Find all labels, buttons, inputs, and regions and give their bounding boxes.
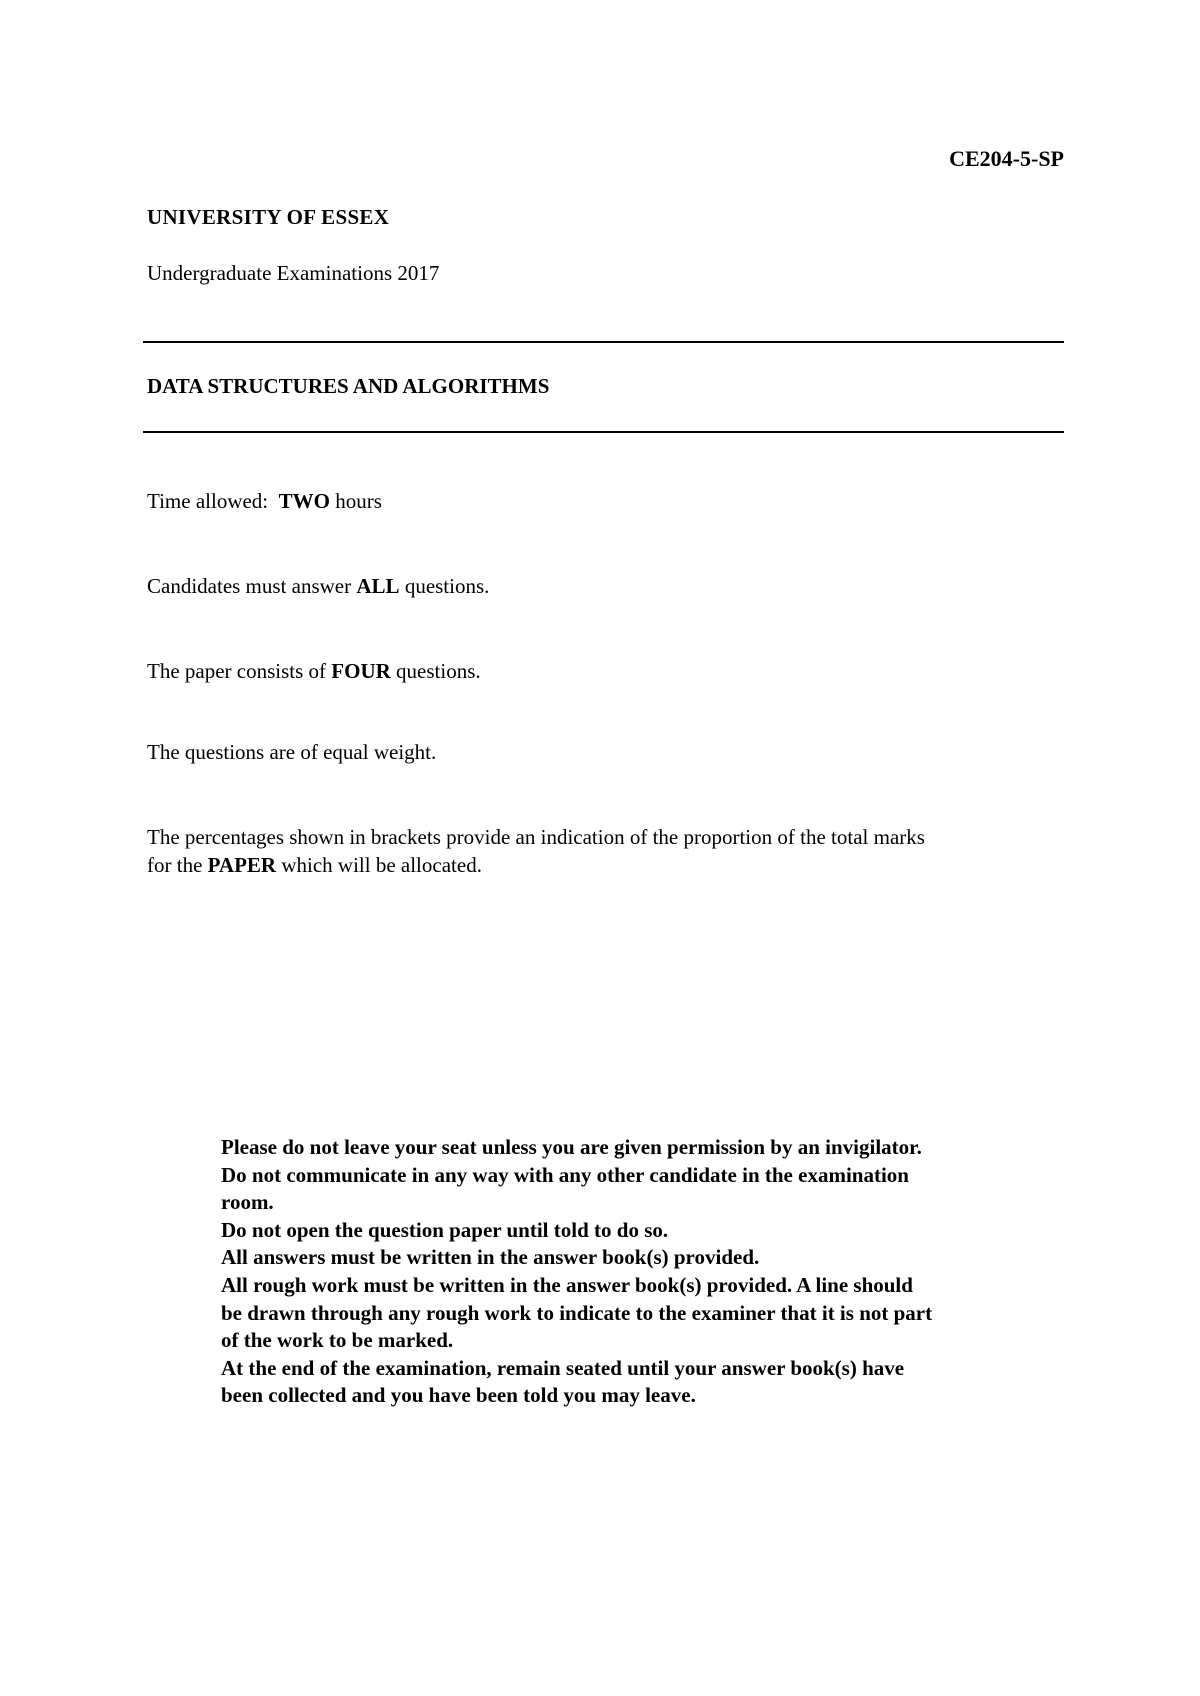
percent-prefix: for the <box>147 853 208 877</box>
paper-code: CE204-5-SP <box>949 146 1064 171</box>
exam-rules <box>221 1134 1061 1410</box>
rule-line: All rough work must be written in the answer book(s) provided. A line should <box>221 1272 913 1297</box>
answer-value: ALL <box>356 574 400 598</box>
rule-line: Please do not leave your seat unless you are given permission by an invigilator. <box>221 1135 922 1159</box>
percentages-note-line-2 <box>147 853 482 878</box>
rule-line: room. <box>221 1190 274 1215</box>
rule-line: At the end of the examination, remain seated until your answer book(s) have <box>221 1355 905 1380</box>
time-value: TWO <box>278 489 330 513</box>
answer-all-instruction <box>147 574 489 599</box>
equal-weight-note: The questions are of equal weight. <box>147 740 437 764</box>
university-name: UNIVERSITY OF ESSEX <box>147 205 390 229</box>
course-title: DATA STRUCTURES AND ALGORITHMS <box>147 374 550 398</box>
rule-line: be drawn through any rough work to indicate to the examiner that it is not part <box>221 1300 933 1325</box>
title-bottom-rule <box>143 431 1064 433</box>
percent-suffix: which will be allocated. <box>276 853 482 877</box>
time-suffix: hours <box>329 489 382 513</box>
rule-line: Do not open the question paper until told to do so. <box>221 1217 669 1242</box>
answer-suffix: questions. <box>399 574 490 598</box>
rule-line: been collected and you have been told you may leave. <box>221 1383 696 1408</box>
answer-prefix: Candidates must answer <box>147 574 357 598</box>
consists-suffix: questions. <box>390 659 481 683</box>
percent-value: PAPER <box>207 853 277 877</box>
consists-value: FOUR <box>331 659 391 683</box>
rule-line: of the work to be marked. <box>221 1328 454 1353</box>
time-allowed <box>147 489 382 514</box>
consists-prefix: The paper consists of <box>147 659 332 683</box>
title-top-rule <box>143 341 1064 343</box>
question-count <box>147 659 481 684</box>
time-prefix: Time allowed: <box>147 489 279 513</box>
rule-line: All answers must be written in the answer book(s) provided. <box>221 1245 760 1270</box>
percentages-note-line-1: The percentages shown in brackets provide an indication of the proportion of the total marks <box>147 825 925 849</box>
exam-session: Undergraduate Examinations 2017 <box>147 261 440 285</box>
rule-line: Do not communicate in any way with any other candidate in the examination <box>221 1162 909 1187</box>
